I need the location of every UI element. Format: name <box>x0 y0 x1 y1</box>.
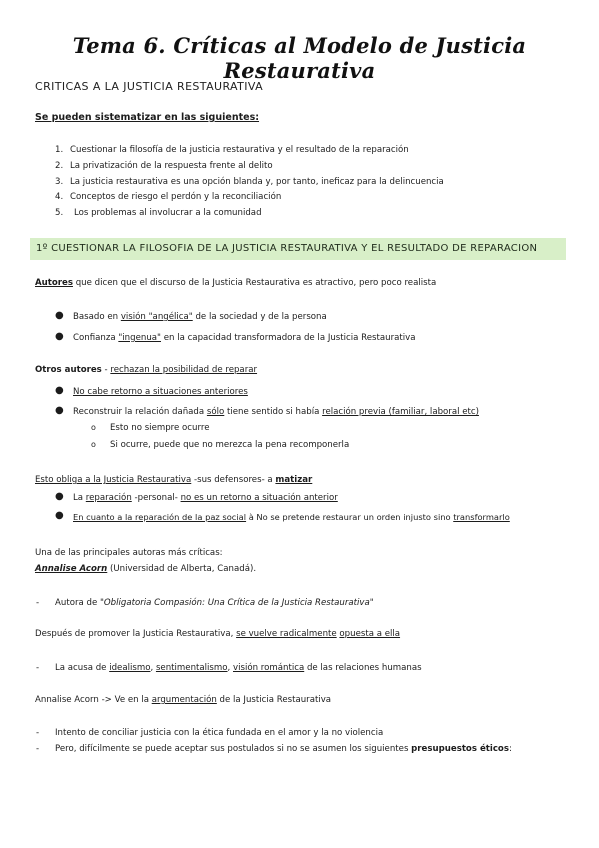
underlined-text: reparación <box>85 493 132 503</box>
underlined-text: Esto obliga a la Justicia Restaurativa <box>35 475 192 485</box>
obliga-paragraph <box>35 474 312 486</box>
text-run: La <box>73 493 86 503</box>
bullet-icon: ● <box>55 331 64 342</box>
italic-text: "Obligatoria Compasión: Una Crítica de la Justicia Restaurativa" <box>99 598 374 608</box>
list-item <box>55 597 374 609</box>
bold-underlined-text: matizar <box>275 475 313 485</box>
document-title: Tema 6. Críticas al Modelo de Justicia Restaurativa <box>72 33 527 83</box>
bullet-icon: ● <box>55 510 64 521</box>
text-run: : <box>508 744 512 754</box>
underlined-text: argumentación <box>151 695 217 705</box>
list-text: La justicia restaurativa es una opción blanda y, por tanto, ineficaz para la delincuencia <box>70 176 444 187</box>
text-run: Después de promover la Justicia Restaurativa, <box>35 629 237 639</box>
paragraph: Una de las principales autoras más críticas: <box>35 548 223 558</box>
circle-bullet-icon: o <box>91 440 96 449</box>
underlined-text: transformarlo <box>453 512 510 522</box>
bold-text: presupuestos éticos <box>411 744 509 754</box>
dash-icon: - <box>36 663 40 673</box>
list-item <box>73 492 338 504</box>
text-run: en la capacidad transformadora de la Justicia Restaurativa <box>161 333 416 343</box>
authors-paragraph <box>35 277 436 289</box>
dash-icon: - <box>36 598 40 608</box>
text-run: -sus defensores- a <box>191 475 276 485</box>
authors-label: Autores <box>35 278 73 288</box>
underlined-text: visión romántica <box>233 663 305 673</box>
text-run: Confianza <box>73 333 119 343</box>
text-run: -personal- <box>131 493 181 503</box>
list-number: 4. <box>55 192 64 203</box>
underlined-text: sólo <box>206 407 225 417</box>
authors-text: que dicen que el discurso de la Justicia Restaurativa es atractivo, pero poco realista <box>72 278 437 288</box>
text-run: Annalise Acorn -> Ve en la <box>35 695 152 705</box>
list-text: Cuestionar la filosofía de la justicia restaurativa y el resultado de la reparación <box>70 145 409 155</box>
bullet-icon: ● <box>55 385 64 396</box>
list-number: 3. <box>55 176 64 187</box>
annalise-line <box>35 563 256 575</box>
text-run: Autora de <box>55 598 100 608</box>
bullet-icon: ● <box>55 491 64 502</box>
paragraph <box>35 694 331 706</box>
underlined-text: no es un retorno a situación anterior <box>180 493 338 503</box>
band-heading: 1º CUESTIONAR LA FILOSOFIA DE LA JUSTICIA RESTAURATIVA Y EL RESULTADO DE REPARACION <box>36 243 538 254</box>
underlined-text: En cuanto a la reparación de la paz social <box>73 512 247 522</box>
text-run: - <box>101 365 111 375</box>
list-item <box>55 662 422 674</box>
sub-list-item: Si ocurre, puede que no merezca la pena recomponerla <box>110 440 350 450</box>
text-run: de la sociedad y de la persona <box>192 312 327 322</box>
text-run: , <box>227 663 233 673</box>
text-run: de la Justicia Restaurativa <box>216 695 332 705</box>
list-item <box>73 332 415 344</box>
list-number: 1. <box>55 145 64 155</box>
underlined-text: visión "angélica" <box>120 312 193 322</box>
list-number: 2. <box>55 160 64 171</box>
list-text: La privatización de la respuesta frente al delito <box>70 160 273 171</box>
text-run: Basado en <box>73 312 121 322</box>
sub-list-item: Esto no siempre ocurre <box>110 423 210 433</box>
dash-icon: - <box>36 744 40 754</box>
dash-icon: - <box>36 728 40 738</box>
text-run: La acusa de <box>55 663 110 673</box>
text-run: , <box>150 663 156 673</box>
highlighted-heading-band <box>30 238 566 260</box>
underlined-text: se vuelve radicalmente <box>236 629 337 639</box>
list-text: Los problemas al involucrar a la comunidad <box>74 208 262 219</box>
list-text: Conceptos de riesgo el perdón y la reconciliación <box>70 192 282 203</box>
underlined-text: rechazan la posibilidad de reparar <box>110 365 258 375</box>
list-number: 5. <box>55 208 64 219</box>
paragraph <box>35 628 400 640</box>
otros-label: Otros autores <box>35 365 102 375</box>
circle-bullet-icon: o <box>91 423 96 432</box>
list-item <box>55 743 512 755</box>
section-heading: CRITICAS A LA JUSTICIA RESTAURATIVA <box>35 80 264 93</box>
text-run: Pero, difícilmente se puede aceptar sus postulados si no se asumen los siguientes <box>55 744 412 754</box>
underlined-text: opuesta a ella <box>339 629 401 639</box>
text-run: Reconstruir la relación dañada <box>73 407 207 417</box>
list-item <box>73 311 327 323</box>
list-item <box>73 406 479 418</box>
otros-autores-paragraph <box>35 364 257 376</box>
list-item <box>73 511 510 523</box>
text-run: à No se pretende restaurar un orden injusto sino <box>246 512 454 522</box>
underlined-text: relación previa (familiar, laboral etc) <box>322 407 479 417</box>
underlined-text: "ingenua" <box>118 333 161 343</box>
text-run: de las relaciones humanas <box>304 663 422 673</box>
text-run: (Universidad de Alberta, Canadá). <box>107 564 257 574</box>
subheading: Se pueden sistematizar en las siguientes: <box>35 112 260 123</box>
author-name: Annalise Acorn <box>35 564 108 574</box>
underlined-text: sentimentalismo <box>155 663 228 673</box>
bullet-icon: ● <box>55 405 64 416</box>
text-run: tiene sentido si había <box>224 407 323 417</box>
underlined-text: idealismo <box>109 663 151 673</box>
list-item: Intento de conciliar justicia con la ética fundada en el amor y la no violencia <box>55 728 384 738</box>
bullet-icon: ● <box>55 310 64 321</box>
list-item: No cabe retorno a situaciones anteriores <box>73 387 248 397</box>
